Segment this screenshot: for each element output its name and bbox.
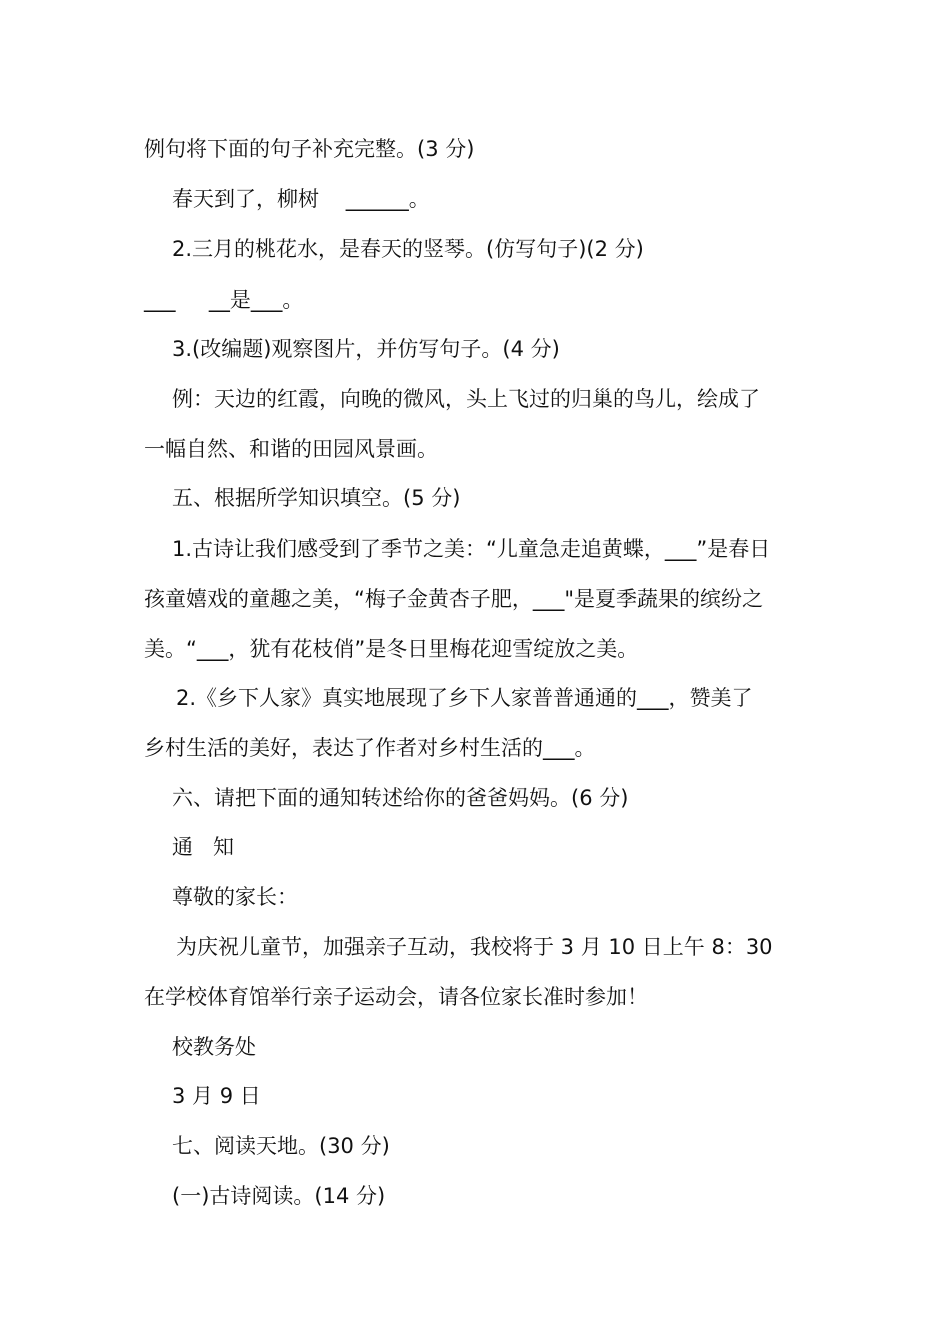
notice-signature: 校教务处 xyxy=(172,1035,256,1059)
section-heading: 六、请把下面的通知转述给你的爸爸妈妈。(6 分) xyxy=(172,786,629,810)
text-line: 一幅自然、和谐的田园风景画。 xyxy=(144,437,438,461)
text-line: 春天到了，柳树 ______。 xyxy=(172,187,430,211)
subsection-heading: (一)古诗阅读。(14 分) xyxy=(172,1184,386,1208)
text-line: 2.三月的桃花水，是春天的竖琴。(仿写句子)(2 分) xyxy=(172,237,644,261)
text-line: 例：天边的红霞，向晚的微风，头上飞过的归巢的鸟儿，绘成了 xyxy=(172,387,760,411)
notice-salutation: 尊敬的家长： xyxy=(172,885,298,909)
section-heading: 七、阅读天地。(30 分) xyxy=(172,1134,390,1158)
text-line: 2.《乡下人家》真实地展现了乡下人家普普通通的___，赞美了 xyxy=(176,686,753,710)
notice-title: 通 知 xyxy=(172,835,235,859)
notice-body: 为庆祝儿童节，加强亲子互动，我校将于 3 月 10 日上午 8：30 xyxy=(176,935,773,959)
text-line: 1.古诗让我们感受到了季节之美：“儿童急走追黄蝶，___”是春日 xyxy=(172,537,771,561)
section-heading: 五、根据所学知识填空。(5 分) xyxy=(172,486,461,510)
notice-body: 在学校体育馆举行亲子运动会，请各位家长准时参加！ xyxy=(144,985,648,1009)
text-line: 3.(改编题)观察图片，并仿写句子。(4 分) xyxy=(172,337,560,361)
text-line: 孩童嬉戏的童趣之美，“梅子金黄杏子肥，___"是夏季蔬果的缤纷之 xyxy=(144,587,764,611)
text-line: ___ __是___。 xyxy=(144,288,304,312)
text-line: 乡村生活的美好，表达了作者对乡村生活的___。 xyxy=(144,736,596,760)
text-line: 美。“___，犹有花枝俏”是冬日里梅花迎雪绽放之美。 xyxy=(144,637,639,661)
text-line: 例句将下面的句子补充完整。(3 分) xyxy=(144,137,475,161)
notice-date: 3 月 9 日 xyxy=(172,1084,261,1108)
